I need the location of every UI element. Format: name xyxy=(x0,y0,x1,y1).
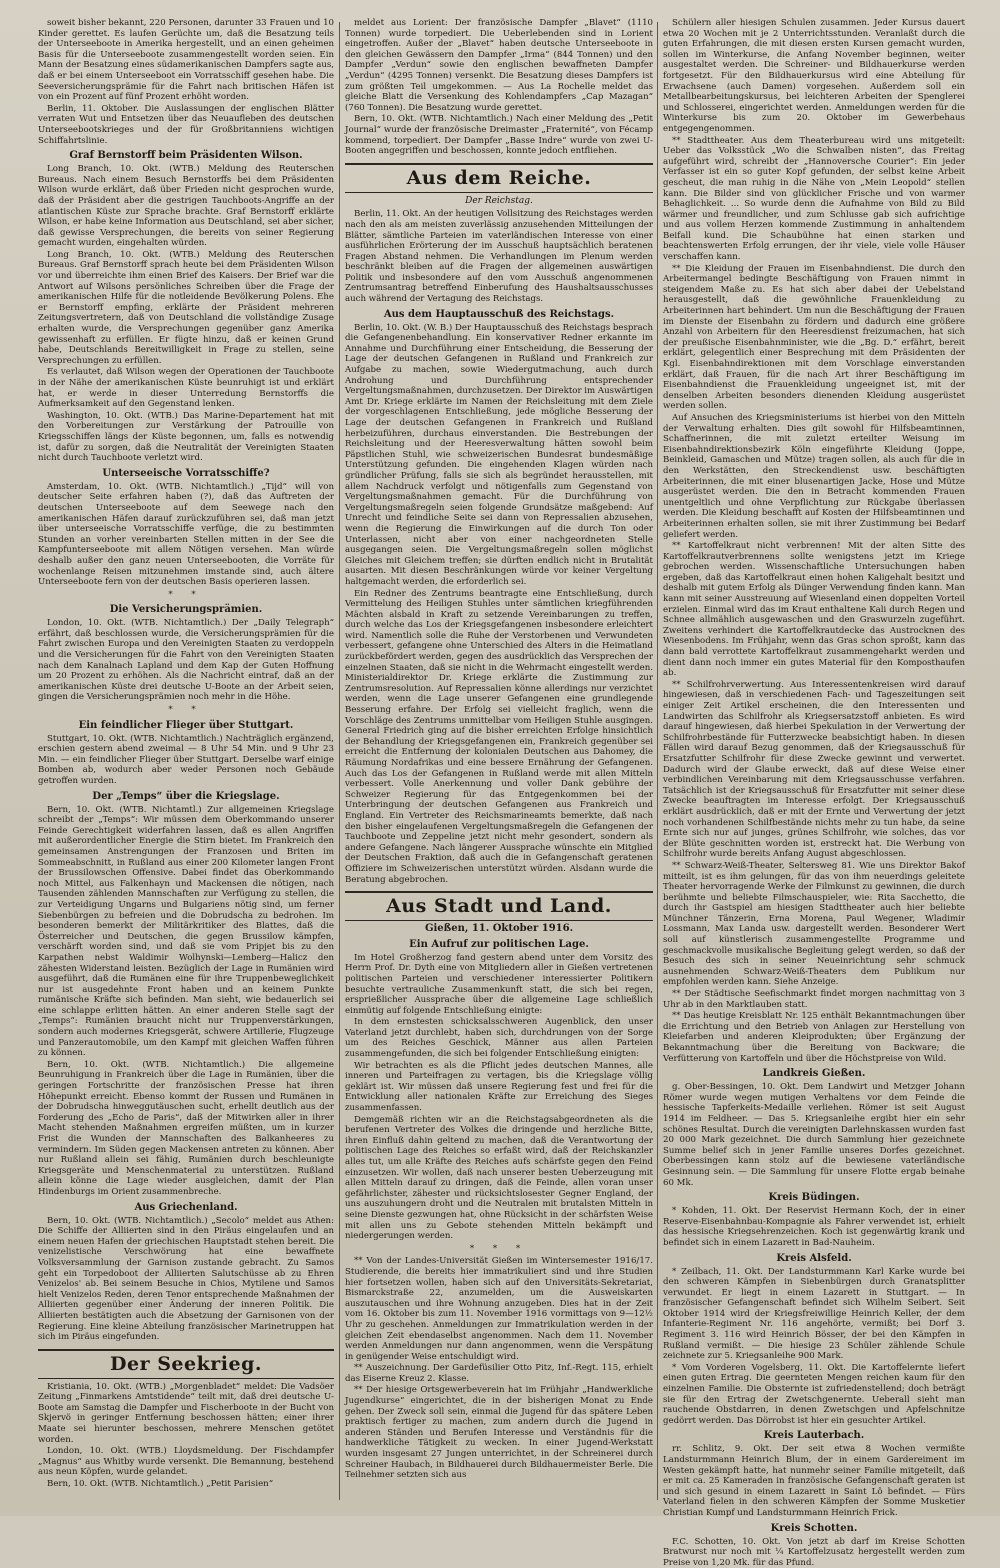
article-paragraph: ** Der hiesige Ortsgewerbeverein hat im Frühjahr „Handwerkliche Jugendkurse“ eingerichtet, die in der bisherigen Monat zu Ende gehen. Der Zweck soll sein, einmal die Jugend für das spätere Leben praktisch fertiger zu machen, zum andern durch die Jugend in anderen Ständen und Berufen Interesse und Verständnis für die handwerkliche Tätigkeit zu wecken. In einer Jugend-Werkstatt wurden insgesamt 27 Jungen unterrichtet, in der Schreinerei durch Schreiner Haubach, in Bildhauerei durch Bildhauermeister Berle. Die Teilnehmer setzten sich aus xyxy=(345,1385,653,1481)
article-paragraph: Kristiania, 10. Okt. (WTB.) „Morgenbladet“ meldet: Die Vadsöer Zeitung „Finmarkens Amtstidende“ teilt mit, daß drei deutsche U-Boote am Samstag die Dampfer und Fischerboote in der Bucht von Skjervö in geringer Entfernung beschossen hätten; einer ihrer Maate sei hierunter beschossen, mehrere Menschen getötet worden. xyxy=(38,1381,334,1445)
article-paragraph: Bern, 10. Okt. (WTB. Nichtamtlich.) „Petit Parisien“ xyxy=(47,1479,274,1490)
article-paragraph: London, 10. Okt. (WTB.) Lloydsmeldung. Der Fischdampfer „Magnus“ aus Whitby wurde versenkt. Die Bemannung, bestehend aus neun Köpfen, wurde gelandet. xyxy=(38,1446,334,1478)
article-paragraph: Berlin, 11. Okt. An der heutigen Vollsitzung des Reichstages werden nach den als am meisten zuverlässig anzusehenden Mitteilungen der Blätter, sämtliche Parteien im vaterländischen Interesse von einer ausführlichen Erörterung der im Ausschuß hauptsächlich beratenen Fragen Abstand nehmen. Die Verhandlungen im Plenum werden beschränkt bleiben auf die Fragen der allgemeinen auswärtigen Politik und insbesondere auf den vom Ausschuß angenommenen Zentrumsantrag betreffend Einberufung des Haushaltsausschusses auch während der Vertagung des Reichstags. xyxy=(345,209,653,305)
section-heading: Kreis Schotten. xyxy=(770,1522,858,1534)
article-paragraph: ** Von der Landes-Universität Gießen im Wintersemester 1916/17. Studierende, die bereits hier immatrikuliert sind und ihre Studien hier fortsetzen wollen, haben sich auf den Universitäts-Sekretariat, Bismarckstraße 22, anzumelden, um die Ausweiskarten auszutauschen und ihre Wohnung anzugeben. Dies hat in der Zeit vom 16. Oktober bis zum 11. November 1916 vormittags von 9—12½ Uhr zu geschehen. Anmeldungen zur Immatrikulation werden in der gleichen Zeit ebendaselbst angenommen. Nach dem 11. November werden Anmeldungen nur dann angenommen, wenn die Verspätung in genügender Weise entschuldigt wird. xyxy=(345,1256,653,1362)
article-paragraph: Bern, 10. Okt. (WTB. Nichtamtlich.) „Secolo“ meldet aus Athen: Die Schiffe der Alliierten sind in den Piräus eingelaufen und an einem neuen Hafen der griechischen Hauptstadt stehen bereit. Die venizelistische Verschwörung hat eine bewaffnete Volksversammlung der Garnison zustande gebracht. Zu Samos geht ein Torpedoboot der Alliierten Salutschüsse ab zu Ehren Venizelos' ab. Bei seinem Besuche in Chios, Mytilene und Samos hielt Venizelos Reden, deren Tenor entsprechende Maßnahmen der Alliierten gegenüber einer Änderung der inneren Politik. Die Alliierten bestätigten auch die Absetzung der Garnisonen von der Regierung. Eine kleine Abteilung französischer Marinetruppen hat sich im Piräus eingefunden. xyxy=(38,1215,334,1343)
article-paragraph: In dem ernstesten schicksalsschweren Augenblick, den unser Vaterland jetzt durchlebt, haben sich, durchdrungen von der Sorge um des Reiches Geschick, Männer aus allen Parteien zusammengefunden, die sich bei folgender Entschließung einigten: xyxy=(345,1017,653,1060)
section-heading: Landkreis Gießen. xyxy=(762,1068,866,1080)
article-paragraph: meldet aus Lorient: Der französische Dampfer „Blavet“ (1110 Tonnen) wurde torpediert. Die Ueberlebenden sind in Lorient eingetroffen. Außer der „Blavet“ haben deutsche Unterseeboote in den gleichen Gewässern den Dampfer „Irma“ (844 Tonnen) und den Dampfer „Verdun“ sowie den englischen bewaffneten Dampfer „Verdun“ (4295 Tonnen) versenkt. Die Besatzung dieses Dampfers ist zum größten Teil umgekommen. — Aus La Rochelle meldet das gleiche Blatt die Versenkung des Kohlendampfers „Cap Mazagan“ (760 Tonnen). Die Besatzung wurde gerettet. xyxy=(345,18,653,113)
section-heading: Die Versicherungsprämien. xyxy=(109,604,263,616)
article-paragraph: Berlin, 11. Oktober. Die Auslassungen der englischen Blätter verraten Wut und Entsetzen über das Neuaufleben des deutschen Unterseebootskrieges und der für Großbritanniens wichtigen Schiffahrtslinie. xyxy=(38,103,334,146)
article-paragraph: ** Der Städtische Seefischmarkt findet morgen nachmittag von 3 Uhr ab in den Marktlauben statt. xyxy=(663,989,965,1010)
subheading: Der Reichstag. xyxy=(465,195,533,206)
article-paragraph: Bern, 10. Okt. (WTB. Nichtamtlich.) Die allgemeine Beunruhigung in Frankreich über die Lage in Rumänien, über die geringen Fortschritte der französischen Presse hat ihren Höhepunkt erreicht. Ebenso kommt der Russen und Rumänen in der Dobrudscha hinweggutäuschen sucht, erhellt deutlich aus der Forderung des „Echo de Paris“, daß der Mitwirken aller in ihrer Macht stehenden Maßnahmen ergreifen müßten, um in kurzer Frist die Wunden der Mannschaften des Balkanheeres zu vermindern. Im Süden gegen Mackensen antreten zu können. Aber nur Rußland allein sei fähig, Rumänien durch beschleunigte Kriegsgeräte und Menschenmaterial zu unterstützen. Rußland allein könne die Lage wieder ausgleichen, damit der Plan Hindenburgs im Orient zusammenbreche. xyxy=(38,1059,334,1197)
article-paragraph: Es verlautet, daß Wilson wegen der Operationen der Tauchboote in der Nähe der amerikanischen Küste beunruhigt ist und erklärt hat, er werde in dieser Unterredung Bernstorffs die Aufmerksamkeit auf den Gegenstand lenken. xyxy=(38,367,334,410)
section-heading: Kreis Lauterbach. xyxy=(763,1430,865,1442)
column-rule xyxy=(657,22,658,1500)
article-paragraph: Ein Redner des Zentrums beantragte eine Entschließung, durch Vermittelung des Heiligen Stuhles unter sämtlichen kriegführenden Mächten alsbald in Kraft zu setzende Vereinbarungen zu treffen, durch welche das Los der Kriegsgefangenen insbesondere erleichtert wird. Namentlich solle die Ruhe der Verstorbenen und Verwundeten verbessert, gefangene ohne Unterschied des Alters in die Heimatland zurückbefördert werden, gegen des ausdrücklich das Versprechen der einzelnen Staaten, daß sie nicht in die Wehrmacht eingestellt werden. Ministerialdirektor Dr. Kriege erklärte die Zustimmung zur Zentrumsresolution. Auf Repressalien könne allerdings nur verzichtet werden, wenn die Lage unserer Gefangenen eine grundlegende Besserung erfahre. Der Erfolg sei vielleicht fraglich, wenn die Vorschläge des Zentrums unmittelbar vom Heiligen Stuhle ausgingen. General Friedrich ging auf die bisher erreichten Erfolge hinsichtlich der Behandlung der Kriegsgefangenen ein, Frankreich gegenüber sei erreicht die Entfernung der kolonialen Deutschen aus Dahomey, die Räumung Nordafrikas und eine bessere Ernährung der Gefangenen. Auch das Los der Gefangenen in Rußland werde mit allen Mitteln verbessert. Volle Anerkennung und voller Dank gebühre der Schweizer Regierung für das Entgegenkommen bei der Unterbringung der deutschen Gefangenen aus Frankreich und England. Ein Vertreter des Reichsmarineamts bemerkte, daß nach den bisher eingelaufenen Vergeltungsmaßregeln die Gefangenen der Tauchboote und Zeppeline jetzt nicht mehr gesondert, sondern als andere Gefangene. Nach längerer Aussprache wünschte ein Mitglied der Deutschen Fraktion, daß auch die in Gefangenschaft geratenen Offiziere im Schweizerischen unterstützt würden. Alsdann wurde die Beratung abgebrochen. xyxy=(345,588,653,885)
article-paragraph: ** Auszeichnung. Der Gardefüsilier Otto Pitz, Inf.-Regt. 115, erhielt das Eiserne Kreuz 2. Klasse. xyxy=(345,1363,653,1384)
article-paragraph: Berlin, 10. Okt. (W. B.) Der Hauptausschuß des Reichstags besprach die Gefangenenbehandlung. Ein konservativer Redner erkannte im Annahme und Durchführung einer Entscheidung, die Besserung der Lage der deutschen Gefangenen in Rußland und Frankreich zur Aufgabe zu machen, sowie Wiedergutmachung, auch durch Androhung und Durchführung entsprechender Vergeltungsmaßnahmen, durchzusetzen. Der Direktor im Auswärtigen Amt Dr. Kriege erklärte im Namen der Reichsleitung mit dem Ziele der vorgeschlagenen Entschließung, jede mögliche Besserung der Lage der deutschen Gefangenen in Frankreich und Rußland herbeizuführen, durchaus einverstanden. Die Bestrebungen der Reichsleitung und der Heeresverwaltung hätten sowohl beim Päpstlichen Stuhl, wie schweizerischen Bundesrat bundesmäßige Unterstützung gefunden. Die eingehenden Klagen würden nach gründlicher Prüfung, falls sie sich als begründet herausstellen, mit allem Nachdruck verfolgt und nötigenfalls zum Gegenstand von Vergeltungsmaßnahmen gemacht. Für die Durchführung von Vergeltungsmaßregeln seien folgende Grundsätze maßgebend: Auf Unrecht und feindliche Seite sei dann von Repressalien abzusehen, wenn die Regierung die Einwirkungen auf die durch Ton oder Unterlassen, nicht aber von einer nachgeordneten Stelle ausgegangen seien. Die Vergeltungsmaßregeln sollen möglichst Gleiches mit Gleichem treffen; sie dürften endlich nicht in Brutalität ausarten. Mit diesen Beschränkungen würde vor keiner Vergeltung haltgemacht werden, die erforderlich sei. xyxy=(345,322,653,587)
article-paragraph: Bern, 10. Okt. (WTB. Nichtamtlich.) Nach einer Meldung des „Petit Journal“ wurde der französische Dreimaster „Fraternité“, von Fécamp kommend, torpediert. Der Dampfer „Basse Indre“ wurde von zwei U-Booten angegriffen und beschossen, konnte jedoch entfliehen. xyxy=(345,114,653,157)
article-paragraph: London, 10. Okt. (WTB. Nichtamtlich.) Der „Daily Telegraph“ erfährt, daß beschlossen wurde, die Versicherungsprämien für die Fahrt zwischen Europa und den Vereinigten Staaten zu verdoppeln und die Versicherungen für die Fahrt von den Vereinigten Staaten nach dem Kanalnach Lapland und dem Kap der Guten Hoffnung um 20 Prozent zu erhöhen. Als die Nachricht eintraf, daß an der amerikanischen Küste drei deutsche U-Boote an der Arbeit seien, gingen die Versicherungsprämien noch mehr in die Höhe. xyxy=(38,618,334,703)
article-paragraph: * Zeilbach, 11. Okt. Der Landsturmmann Karl Karke wurde bei den schweren Kämpfen in Siebenbürgen durch Granatsplitter verwundet. Er liegt in einem Lazarett in Stuttgart. — In französischer Gefangenschaft befindet sich Wilhelm Seibert. Seit Oktober 1914 wird der Kriegsfreiwillige Heinrich Keller, der dem Infanterie-Regiment Nr. 116 angehörte, vermißt; bei Dorf 3. Regiment 3. 116 wird Heinrich Bösser, der bei den Kämpfen in Rußland vermißt. — Die hiesige 23 Schüler zählende Schule zeichnete zur 5. Kriegsanleihe 900 Mark. xyxy=(663,1266,965,1362)
article-paragraph: Demgemäß richten wir an die Reichstagsabgeordneten als die berufenen Vertreter des Volkes die dringende und herzliche Bitte, ihren Einfluß dahin geltend zu machen, daß die Verantwortung der politischen Lage des Reiches so erfaßt wird, daß der Reichskanzler alles tut, um alle Kräfte des Reiches aufs schärfste gegen den Feind einzusetzen. Wir wollen, daß nach unserer besten Ueberzeugung mit allen Mitteln darauf zu dringen, daß die Feinde, allen voran unser gefährlichster, zähester und rücksichtslosester Gegner England, der uns auszuhungern droht und die Neutralen mit brutalsten Mitteln in seine Dienste gezwungen hat, ohne Rücksicht in der schärfsten Weise mit allen uns zu Gebote stehenden Mitteln bekämpft und niedergerungen werden. xyxy=(345,1114,653,1242)
section-title: Aus dem Reiche. xyxy=(345,163,653,193)
article-paragraph: * Kohden, 11. Okt. Der Reservist Hermann Koch, der in einer Reserve-Eisenbahnbau-Kompagnie als Fahrer verwendet ist, erhielt das hessische Kriegsehrenzeichen. Koch ist gegenwärtig krank und befindet sich in einem Lazarett in Bad-Nauheim. xyxy=(663,1206,965,1248)
article-paragraph: Schülern aller hiesigen Schulen zusammen. Jeder Kursus dauert etwa 20 Wochen mit je 2 Unterrichtsstunden. Veranlaßt durch die guten Erfahrungen, die mit diesen ersten Kursen gemacht wurden, sollen im Winterkurse, die Anfang November beginnen, weiter ausgestaltet werden. Die Schreiner- und Bildhauerkurse werden fortgesetzt. Für den Bildhauerkursus wird eine Abteilung für Erwachsene (auch Damen) vorgesehen. Außerdem soll ein Metallbearbeitungskursus, bei leichteren Arbeiten der Spenglerei und Schlosserei, eingerichtet werden. Anmeldungen werden für die Winterkurse bis zum 20. Oktober im Gewerbehaus entgegengenommen. xyxy=(663,18,965,134)
section-heading: Kreis Alsfeld. xyxy=(776,1252,852,1264)
article-paragraph: g. Ober-Bessingen, 10. Okt. Dem Landwirt und Metzger Johann Römer wurde wegen mutigen Verhaltens vor dem Feinde die hessische Tapferkeits-Medaille verliehen. Römer ist seit August 1914 im Feldheer. — Das 5. Kriegsanleihe ergibt hier ein sehr schönes Resultat. Durch die vereinigten Darlehnskassen wurden fast 20 000 Mark gezeichnet. Die durch Sammlung hier gezeichnete Summe belief sich in jener Familie unseres Dorfes gezeichnet. Oberbessingen kann stolz auf die bewiesene vaterländische Gesinnung sein. — Die Sammlung für unsere Flotte ergab beinahe 60 Mk. xyxy=(663,1082,965,1188)
ornament-separator: * * xyxy=(168,705,204,716)
column-2 xyxy=(345,18,653,1506)
article-paragraph: ** Schilfrohrverwertung. Aus Interessentenkreisen wird darauf hingewiesen, daß in verschiedenen Fach- und Tageszeitungen seit einiger Zeit Artikel erscheinen, die den Interessenten und Landwirten das Schilfrohr als Kriegsersatzstoff anbieten. Es wird darauf hingewiesen, daß hierbei Spekulation in der Verwertung der Schilfrohrbestände für Futterzwecke beabsichtigt haben. In diesen Fällen wird darauf Bezug genommen, daß der Kriegsausschuß für Ersatzfutter Schilfrohr für diese Zwecke gewinnt und verwertet. Dadurch wird der Glaube erweckt, daß auf diese Weise einer verbindlichen Vereinbarung mit dem Kriegsausschusse verfahren. Tatsächlich ist der Kriegsausschuß für Ersatzfutter mit seiner diese Zwecke beauftragten im Interesse erfolgt. Der Kriegsausschuß erklärt ausdrücklich, daß er mit der Ernte und Verwertung der jetzt noch vorhandenen Schilfbestände nichts mehr zu tun habe, da seine Ernte sich nur auf junges, grünes Schilfrohr, wie solches, das vor der Blüte geschnitten worden ist, erstreckt hat. Die Werbung von Schilfrohr wurde bereits Anfang August abgeschlossen. xyxy=(663,679,965,860)
article-paragraph: Stuttgart, 10. Okt. (WTB. Nichtamtlich.) Nachträglich ergänzend, erschien gestern abend zweimal — 8 Uhr 54 Min. und 9 Uhr 23 Min. — ein feindlicher Flieger über Stuttgart. Derselbe warf einige Bomben ab, wodurch aber weder Personen noch Gebäude getroffen wurden. xyxy=(38,733,334,786)
article-paragraph: ** Die Kleidung der Frauen im Eisenbahndienst. Die durch den Arbeitermangel bedingte Beschäftigung von Frauen nimmt in steigendem Maße zu. Es hat sich aber dabei der Uebelstand herausgestellt, daß die gewöhnliche Frauenkleidung zu Arbeiterinnen hart behindert. Um nun die Beschäftigung der Frauen im Dienste der Eisenbahn zu fördern und dadurch eine größere Anzahl von Arbeitern für den Heeresdienst freizumachen, hat sich der preußische Eisenbahnminister, wie die „Bg. D.“ erfährt, bereit erklärt, gelegentlich einer Besprechung mit dem Präsidenten der Kgl. Eisenbahndirektionen mit dem Vorschlage einverstanden erklärt, daß Frauen, für die nach Art ihrer Beschäftigung im Eisenbahndienst die Frauenkleidung ungeeignet ist, mit der denselben Arbeiten besonders dienenden Kleidung ausgerüstet werden sollen. xyxy=(663,263,965,412)
section-heading: Der „Temps“ über die Kriegslage. xyxy=(92,790,280,802)
section-heading: Ein Aufruf zur politischen Lage. xyxy=(409,938,589,950)
section-heading: Aus Griechenland. xyxy=(134,1201,238,1213)
section-heading: Kreis Büdingen. xyxy=(768,1192,860,1204)
section-title: Der Seekrieg. xyxy=(38,1349,334,1379)
article-paragraph: ** Kartoffelkraut nicht verbrennen! Mit der alten Sitte des Kartoffelkrautverbrennens sollte wenigstens jetzt im Kriege gebrochen werden. Wissenschaftliche Untersuchungen haben ergeben, daß das Kartoffelkraut einen hohen Kaligehalt besitzt und deshalb mit gutem Erfolg als Dünger Verwendung finden kann. Man kann mit seiner Ausstreuung auf Wiesenland einen doppelten Vorteil erzielen. Einmal wird das im Kraut enthaltene Kali durch Regen und Schnee allmählich ausgewaschen und den Graswurzeln zugeführt. Zweitens verhindert die Kartoffelkrautdecke das Austrocknen des Wiesenbodens. Im Frühjahr, wenn das Gras schon sproßt, kann das dann bald verrottete Kartoffelkraut zusammengeharkt werden und dient dann noch immer ein gutes Material für den Komposthaufen ab. xyxy=(663,541,965,679)
article-paragraph: ** Schwarz-Weiß-Theater, Seltersweg 81. Wie uns Direktor Bakof mitteilt, ist es ihm gelungen, für das von ihm neuerdings geleitete Theater hervorragende Werke der Filmkunst zu gewinnen, die durch berühmte und beliebte Filmschauspieler, wie: Rita Sacchetto, die durch ihr Gastspiel am hiesigen Stadttheater auch hier beliebte Münchner Tänzerin, Erna Morena, Paul Wegener, Wladimir Lossmann, Max Landa usw. dargestellt werden. Besonderer Wert soll auf künstlerisch zusammengestellte Programme und geschmackvolle musikalische Begleitung gelegt werden, so daß der Besuch des sich in seiner Neueinrichtung sehr schmuck ausnehmenden Schwarz-Weiß-Theaters dem Publikum nur empfohlen werden kann. Siehe Anzeige. xyxy=(663,860,965,988)
article-paragraph: F.C. Schotten, 10. Okt. Von jetzt ab darf im Kreise Schotten Bratwurst nur noch mit ¼ Kartoffelzusatz hergestellt werden zum Preise von 1,20 Mk. für das Pfund. xyxy=(663,1536,965,1568)
article-paragraph: Bern, 10. Okt. (WTB. Nichtamtl.) Zur allgemeinen Kriegslage schreibt der „Temps“: Wir müssen dem Oberkommando unserer Feinde Gerechtigkeit widerfahren lassen, daß es allen Angriffen mit außerordentlicher Energie die Stirn bietet. Im Frankreich den gemeinsamen Anstrengungen der Franzosen und Briten im Sommeabschnitt, in Rußland aus einer 200 Kilometer langen Front der Brussilowschen Offensive. Dabei findet das Oberkommando noch Mittel, aus Falkenhayn und Mackensen die nötigen, nach Tausenden zählenden Mannschaften zur Verfügung zu stellen, die zur Verteidigung Ungarns und Bulgariens nötig sind, um ferner Siebenbürgen zu befreien und die Dobrudscha zu bedrohen. Im besonderen bemerkt der Militärkritiker des Blattes, daß die Österreicher und Deutschen, die gegen Brussilow kämpfen, verschärft worden sind, und daß sie vom Pripjet bis zu den Karpathen nebst Waldimir Wolhynski—Lemberg—Halicz den zähesten Widerstand leisten. Bezüglich der Lage in Rumänien wird ausgeführt, daß die Rumänen eine für ihre Truppenbeweglichkeit nur ist ausgedehnte Front haben und an keinem Punkte rumänische Kräfte sich befinden. Man sieht, wie bedauerlich sei eine schlappe erlitten hätten. An einer anderen Stelle sagt der „Temps“: Rumänien braucht nicht nur Truppenverstärkungen, sondern auch modernes Kriegsgerät, schwere Artillerie, Flugzeuge und Panzerautomobile, um den Kampf mit gleichen Waffen führen zu können. xyxy=(38,804,334,1059)
article-paragraph: ** Stadttheater. Aus dem Theaterbureau wird uns mitgeteilt: Ueber das Volksstück „Wo die Schwalben nisten“, das Freitag aufgeführt wird, schreibt der „Hannoversche Courier“: Ein jeder Verfasser ist ein so guter Kopf gefunden, der selbst keine Arbeit gescheut, die man ruhig in die Nähe von „Mein Leopold“ stellen kann. Die Bilder sind von glücklicher Frische und von warmer Behaglichkeit. ... So wurde denn die Aufnahme von Bild zu Bild wärmer und freundlicher, und zum Schlusse gab sich aufrichtige und aus vollem Herzen kommende Zustimmung in anhaltendem Beifall kund. Die Schaubühne hat einen starken und beachtenswerten Erfolg errungen, der ihr viele, viele volle Häuser verschaffen kann. xyxy=(663,135,965,263)
section-heading: Ein feindlicher Flieger über Stuttgart. xyxy=(78,719,294,731)
article-paragraph: Washington, 10. Okt. (WTB.) Das Marine-Departement hat mit den Vorbereitungen zur Verstärkung der Patrouille von Kriegsschiffen längs der Küste begonnen, um, falls es notwendig ist, dafür zu sorgen, daß die Neutralität der Vereinigten Staaten nicht durch Tauchboote verletzt wird. xyxy=(38,410,334,464)
article-paragraph: Long Branch, 10. Okt. (WTB.) Meldung des Reuterschen Bureaus. Nach einem Besuch Bernstorffs bei dem Präsidenten Wilson wurde erklärt, daß über Frieden nicht gesprochen wurde, daß der Präsident aber die gestrigen Tauchboots-Angriffe an der atlantischen Küste zur Sprache brachte. Graf Bernstorff erklärte Wilson, er habe keine Information aus Deutschland, sei aber sicher, daß gewisse Versprechungen, die bereits von seiner Regierung gemacht wurden, eingehalten würden. xyxy=(38,164,334,249)
article-paragraph: Long Branch, 10. Okt. (WTB.) Meldung des Reuterschen Bureaus. Graf Bernstorff sprach heute bei dem Präsidenten Wilson vor und überreichte ihm einen Brief des Kaisers. Der Brief war die Antwort auf Wilsons persönliches Schreiben über die Frage der amerikanischen Hilfe für die notleidende Bevölkerung Polens. Ehe er Bernstorff empfing, erklärte der Präsident mehreren Zeitungsvertretern, daß von Deutschland die vollständige Zusage erhalten wurde, die Versprechungen gegenüber ganz Amerika gewissenhaft zu erfüllen. Er fügte hinzu, daß er keinen Grund habe, Deutschlands Bereitwilligkeit in Frage zu stellen, seine Versprechungen zu erfüllen. xyxy=(38,249,334,366)
article-paragraph: Wir betrachten es als die Pflicht jedes deutschen Mannes, alle inneren und Parteifragen zu vertagen, bis die Kriegslage völlig geklärt ist. Wir müssen daß unsere Regierung fest und frei für die Entwicklung aller nationalen Kräfte zur Erreichung des Sieges zusammenfassen. xyxy=(345,1060,653,1114)
section-heading: Graf Bernstorff beim Präsidenten Wilson. xyxy=(69,150,303,162)
ornament-separator: * * xyxy=(168,589,204,600)
ornament-separator: * * * xyxy=(469,1243,529,1254)
article-paragraph: soweit bisher bekannt, 220 Personen, darunter 33 Frauen und 10 Kinder gerettet. Es laufen Gerüchte um, daß die Besatzung teils der Unterseeboote in Amerika hergestellt, und an einen geheimen Basis für die Unterseeboote zusammengestellt worden seien. Ein Mann der Besatzung eines südamerikanischen Dampfers sagte aus, daß er bei einem Unterseeboot ein Vorratsschiff gesehen habe. Die Seeversicherungsprämie für die Fahrt nach britischen Häfen ist von ein Prozent auf fünf Prozent erhöht worden. xyxy=(38,18,334,103)
article-paragraph: Amsterdam, 10. Okt. (WTB. Nichtamtlich.) „Tijd“ will von deutscher Seite erfahren haben (?), daß das Auftreten der deutschen Unterseeboote auf dem Seewege nach den amerikanischen Häfen darauf zurückzuführen sei, daß man jetzt über unterseeische Vorratsschiffe verfüge, die zu bestimmten Stunden an vorher vereinbarten Stellen mitten in der See die Kampfunterseeboote mit allem Nötigen versehen. Man würde deshalb außer den ganz neuen Unterseebooten, die Vorräte für wochenlange Reisen mitzunehmen imstande sind, auch ältere Unterseeboote fern von der deutschen Basis operieren lassen. xyxy=(38,481,334,588)
article-paragraph: ** Das heutige Kreisblatt Nr. 125 enthält Bekanntmachungen über die Errichtung und den Betrieb von Anlagen zur Herstellung von Kleiefarben und anderen Kleiprodukten; über Ergänzung der Bekanntmachung über die Bereitung von Backware; die Verfütterung von Kartoffeln und über die Höchstpreise von Wild. xyxy=(663,1011,965,1064)
dateline: Gießen, 11. Oktober 1916. xyxy=(424,923,574,935)
article-paragraph: * Vom Vorderen Vogelsberg, 11. Okt. Die Kartoffelernte liefert einen guten Ertrag. Die geernteten Mengen reichen kaum für den einzelnen Familie. Die Obsternte ist zufriedenstellend; doch beträgt sie für den Ertrag der Zwetschgenernte. Ueberall sieht man rauchende Obstdarren, in denen Zwetschgen und Apfelschnitze gedörrt werden. Das Dörrobst ist hier ein gesuchter Artikel. xyxy=(663,1362,965,1426)
section-heading: Aus dem Hauptausschuß des Reichstags. xyxy=(383,308,615,320)
section-title: Aus Stadt und Land. xyxy=(345,891,653,921)
column-3 xyxy=(663,18,965,1568)
article-paragraph: Auf Ansuchen des Kriegsministeriums ist hierbei von den Mitteln der Verwaltung erhalten. Dies gilt sowohl für Hilfsbeamtinnen, Schaffnerinnen, die mit zuletzt erteilter Weisung im Eisenbahndirektionsbezirk Köln eingeführte Kleidung (Joppe, Beinkleid, Gamaschen und Mütze) tragen sollen, als auch für die in den Werkstätten, den Streckendienst usw. beschäftigten Arbeiterinnen, die mit einer blusenartigen Jacke, Hose und Mütze ausgerüstet werden. Die den in Betracht kommenden Frauen unentgeltlich und ohne Verpflichtung zur Rückgabe überlassen werden. Die Kleidung beschafft auf Kosten der Hilfsbeamtinnen und Arbeiterinnen erhalten sollen, sie mit ihrer Zustimmung bei Bedarf geliefert werden. xyxy=(663,412,965,540)
article-paragraph: rr. Schlitz, 9. Okt. Der seit etwa 8 Wochen vermißte Landsturmmann Heinrich Blum, der in einem Gardereiment im Westen gekämpft hatte, hat nunmehr seiner Familie mitgeteilt, daß er mit ca. 25 Kameraden in französische Gefangenschaft geraten ist und sich gesund in einem Lazarett in Saint Lô befindet. — Fürs Vaterland fielen in den schweren Kämpfen der Somme Musketier Christian Kumpf und Landsturmmann Heinrich Frick. xyxy=(663,1444,965,1518)
column-1 xyxy=(38,18,334,1506)
section-heading: Unterseeische Vorratsschiffe? xyxy=(102,467,270,479)
column-rule xyxy=(339,22,340,1500)
article-paragraph: Im Hotel Großherzog fand gestern abend unter dem Vorsitz des Herrn Prof. Dr. Dyth eine von Mitgliedern aller in Gießen vertretenen politischen Parteien und verschiedener interessierter Politikern besuchte vertrauliche Zusammenkunft statt, die sich bei regen, ersprießlicher Aussprache über die allgemeine Lage schließlich einmütig auf folgende Entschließung einigte: xyxy=(345,952,653,1016)
